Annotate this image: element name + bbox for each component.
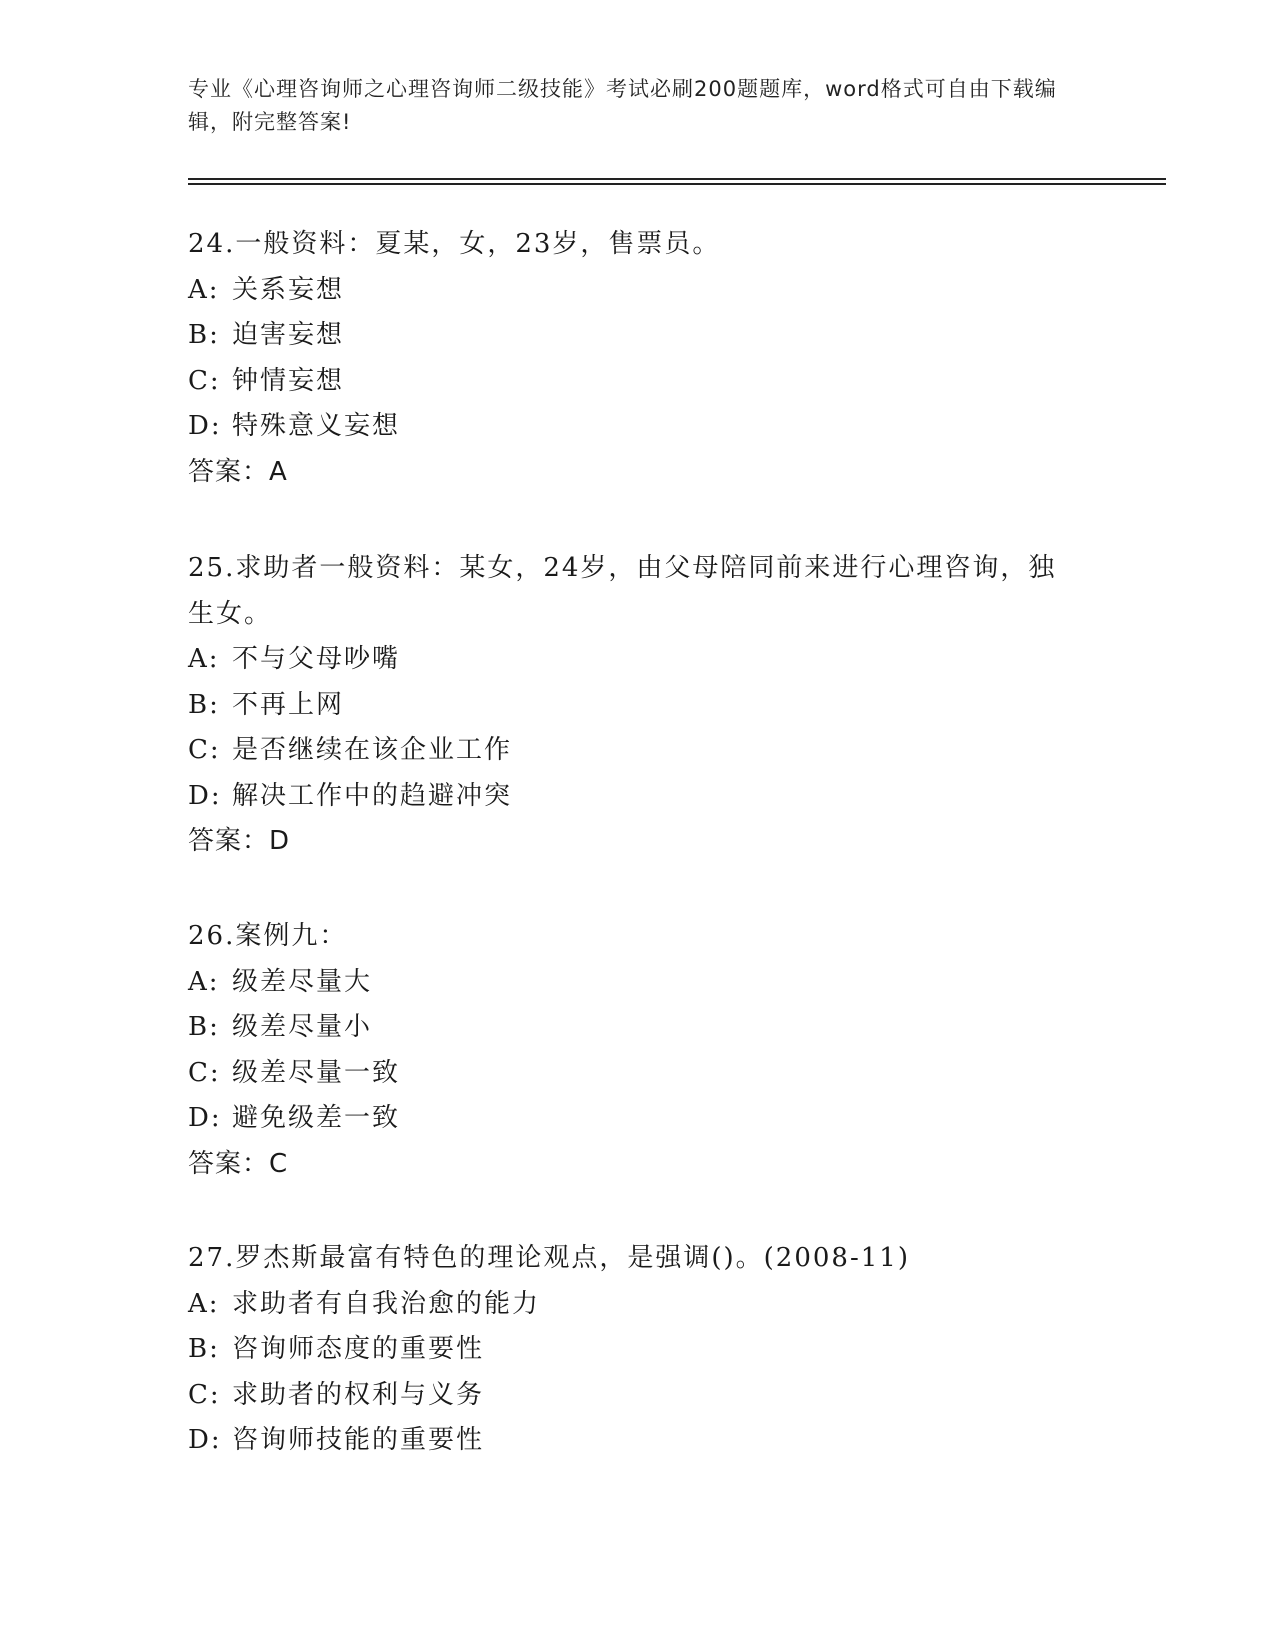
option-text: 求助者的权利与义务 <box>232 1379 485 1410</box>
option-text: 钟情妄想 <box>232 365 345 396</box>
option-label: B: <box>188 1012 220 1042</box>
option-label: C: <box>188 365 221 396</box>
option-label: A: <box>188 1288 220 1319</box>
option-b <box>188 1327 1088 1373</box>
option-text: 特殊意义妄想 <box>232 411 401 441</box>
option-label: C: <box>188 1379 221 1410</box>
option-a <box>188 960 1088 1006</box>
option-label: A: <box>188 966 220 997</box>
option-text: 级差尽量一致 <box>232 1057 401 1088</box>
option-b <box>188 313 1088 359</box>
option-text: 不再上网 <box>232 689 345 720</box>
option-d <box>188 404 1088 450</box>
option-c <box>188 1373 1088 1419</box>
option-label: D: <box>188 1425 222 1455</box>
document-intro: 专业《心理咨询师之心理咨询师二级技能》考试必刷200题题库，word格式可自由下载编辑，附完整答案! <box>188 77 1057 134</box>
option-text: 关系妄想 <box>232 274 345 305</box>
answer-text: 答案：D <box>188 826 291 856</box>
option-d <box>188 774 1088 820</box>
option-label: A: <box>188 274 220 305</box>
option-text: 咨询师态度的重要性 <box>232 1334 485 1364</box>
question-stem: 24.一般资料：夏某，女，23岁，售票员。 <box>188 229 721 259</box>
option-label: D: <box>188 411 222 441</box>
option-b <box>188 683 1088 729</box>
option-label: A: <box>188 644 220 674</box>
option-c <box>188 1051 1088 1097</box>
question-25 <box>188 546 1088 865</box>
option-text: 不与父母吵嘴 <box>232 644 401 674</box>
option-text: 求助者有自我治愈的能力 <box>232 1288 541 1319</box>
option-text: 级差尽量大 <box>232 966 373 997</box>
option-label: B: <box>188 320 220 350</box>
option-c <box>188 359 1088 405</box>
option-label: B: <box>188 689 220 720</box>
header-divider-top <box>188 178 1166 180</box>
option-text: 级差尽量小 <box>232 1012 373 1042</box>
option-a <box>188 1282 1088 1328</box>
option-b <box>188 1005 1088 1051</box>
option-c <box>188 728 1088 774</box>
option-text: 解决工作中的趋避冲突 <box>232 780 513 811</box>
question-stem: 27.罗杰斯最富有特色的理论观点，是强调()。(2008-11) <box>188 1243 910 1273</box>
header-divider-bottom <box>188 183 1166 185</box>
option-label: C: <box>188 1057 221 1088</box>
question-24 <box>188 222 1088 495</box>
question-stem: 25.求助者一般资料：某女，24岁，由父母陪同前来进行心理咨询，独 <box>188 553 1057 583</box>
option-text: 是否继续在该企业工作 <box>232 735 513 765</box>
question-27 <box>188 1236 1088 1464</box>
option-label: D: <box>188 780 222 811</box>
question-stem: 26.案例九： <box>188 921 348 951</box>
option-text: 避免级差一致 <box>232 1103 401 1133</box>
option-d <box>188 1096 1088 1142</box>
option-label: C: <box>188 735 221 765</box>
option-text: 迫害妄想 <box>232 320 345 350</box>
option-text: 咨询师技能的重要性 <box>232 1425 485 1455</box>
question-26 <box>188 914 1088 1187</box>
option-label: B: <box>188 1334 220 1364</box>
option-a <box>188 268 1088 314</box>
answer-text: 答案：A <box>188 456 288 487</box>
option-label: D: <box>188 1103 222 1133</box>
question-stem-continued: 生女。 <box>188 598 273 629</box>
answer-text: 答案：C <box>188 1148 289 1179</box>
option-a <box>188 637 1088 683</box>
option-d <box>188 1418 1088 1464</box>
